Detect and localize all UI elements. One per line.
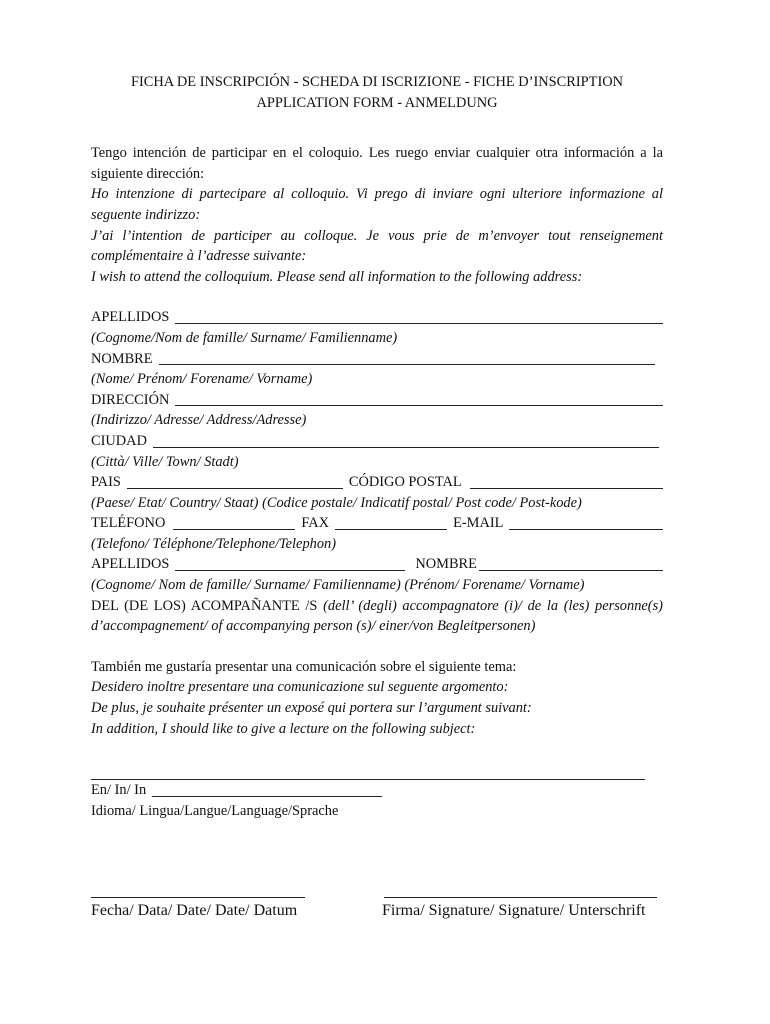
signature-label: Firma/ Signature/ Signature/ Unterschrift <box>382 902 646 919</box>
intro-french: J’ai l’intention de participer au colloque. Je vous prie de m’envoyer tout renseignement complémentaire à l’adresse suivante: <box>91 227 663 265</box>
codigo-postal-field[interactable] <box>470 488 663 489</box>
pais-field[interactable] <box>127 488 343 489</box>
direccion-label: DIRECCIÓN <box>91 391 170 408</box>
date-field[interactable] <box>91 897 305 898</box>
companion-translation: (Cognome/ Nom de famille/ Surname/ Familienname) (Prénom/ Forename/ Vorname) <box>91 577 585 594</box>
direccion-field[interactable] <box>175 405 663 406</box>
email-field[interactable] <box>509 529 663 530</box>
ciudad-row <box>91 431 663 452</box>
form-title-line-1: FICHA DE INSCRIPCIÓN - SCHEDA DI ISCRIZIONE - FICHE D’INSCRIPTION <box>130 74 624 90</box>
direccion-translation: (Indirizzo/ Adresse/ Address/Adresse) <box>91 412 307 429</box>
apellidos-field[interactable] <box>175 323 663 324</box>
nombre-translation: (Nome/ Prénom/ Forename/ Vorname) <box>91 371 313 388</box>
telefono-translation: (Telefono/ Téléphone/Telephone/Telephon) <box>91 535 337 552</box>
nombre-row <box>91 349 663 370</box>
lecture-french: De plus, je souhaite présenter un exposé qui portera sur l’argument suivant: <box>91 700 532 717</box>
ciudad-field[interactable] <box>153 447 659 448</box>
companion-nombre-label: NOMBRE <box>415 556 477 573</box>
form-title-line-2: APPLICATION FORM - ANMELDUNG <box>256 94 498 111</box>
intro-spanish: Tengo intención de participar en el coloquio. Les ruego enviar cualquier otra información a la siguiente dirección: <box>91 145 663 182</box>
companion-nombre-field[interactable] <box>479 570 663 571</box>
lecture-italian: Desidero inoltre presentare una comunicazione sul seguente argomento: <box>91 679 509 696</box>
apellidos-row <box>91 307 663 328</box>
direccion-row <box>91 390 663 411</box>
lecture-text <box>91 657 663 739</box>
lecture-english: In addition, I should like to give a lecture on the following subject: <box>91 720 476 737</box>
companion-description-plain: DEL (DE LOS) ACOMPAÑANTE /S <box>91 597 318 614</box>
language-field[interactable] <box>152 796 382 797</box>
telefono-row <box>91 513 663 534</box>
ciudad-label: CIUDAD <box>91 432 147 449</box>
fax-label: FAX <box>301 515 330 532</box>
companion-apellidos-label: APELLIDOS <box>91 556 170 573</box>
telefono-label: TELÉFONO <box>91 515 166 532</box>
codigo-postal-label: CÓDIGO POSTAL <box>348 474 462 491</box>
language-translation: Idioma/ Lingua/Langue/Language/Sprache <box>91 802 339 819</box>
companion-description <box>91 596 663 637</box>
language-row <box>91 780 663 801</box>
signature-area <box>91 897 663 927</box>
nombre-label: NOMBRE <box>91 350 153 367</box>
intro-italian: Ho intenzione di partecipare al colloquio. Vi prego di inviare ogni ulteriore informazione al seguente indirizzo: <box>91 186 663 223</box>
companion-apellidos-field[interactable] <box>175 570 405 571</box>
pais-row <box>91 472 663 493</box>
pais-label: PAIS <box>91 474 121 491</box>
fax-field[interactable] <box>335 529 447 530</box>
language-label: En/ In/ In <box>91 782 147 799</box>
intro-english: I wish to attend the colloquium. Please send all information to the following address: <box>91 268 583 285</box>
companion-description-italic: (dell’ (degli) accompagnatore (i)/ de la (les) personne(s) d’accompagnement/ of accompanying person (s)/ einer/von Begleitpersonen) <box>91 597 663 635</box>
apellidos-translation: (Cognome/Nom de famille/ Surname/ Familienname) <box>91 329 398 346</box>
apellidos-label: APELLIDOS <box>91 309 170 326</box>
nombre-field[interactable] <box>159 364 655 365</box>
date-label: Fecha/ Data/ Date/ Date/ Datum <box>91 902 298 919</box>
companion-row <box>91 554 663 575</box>
telefono-field[interactable] <box>173 529 295 530</box>
email-label: E-MAIL <box>453 515 504 532</box>
participant-fields <box>91 307 663 637</box>
pais-translation: (Paese/ Etat/ Country/ Staat) (Codice postale/ Indicatif postal/ Post code/ Post-kode) <box>91 494 582 511</box>
application-form <box>91 72 663 821</box>
lecture-spanish: También me gustaría presentar una comunicación sobre el siguiente tema: <box>91 658 517 675</box>
intro-text <box>91 143 663 287</box>
ciudad-translation: (Città/ Ville/ Town/ Stadt) <box>91 453 239 470</box>
lecture-subject-field[interactable] <box>91 759 645 780</box>
signature-field[interactable] <box>384 897 657 898</box>
